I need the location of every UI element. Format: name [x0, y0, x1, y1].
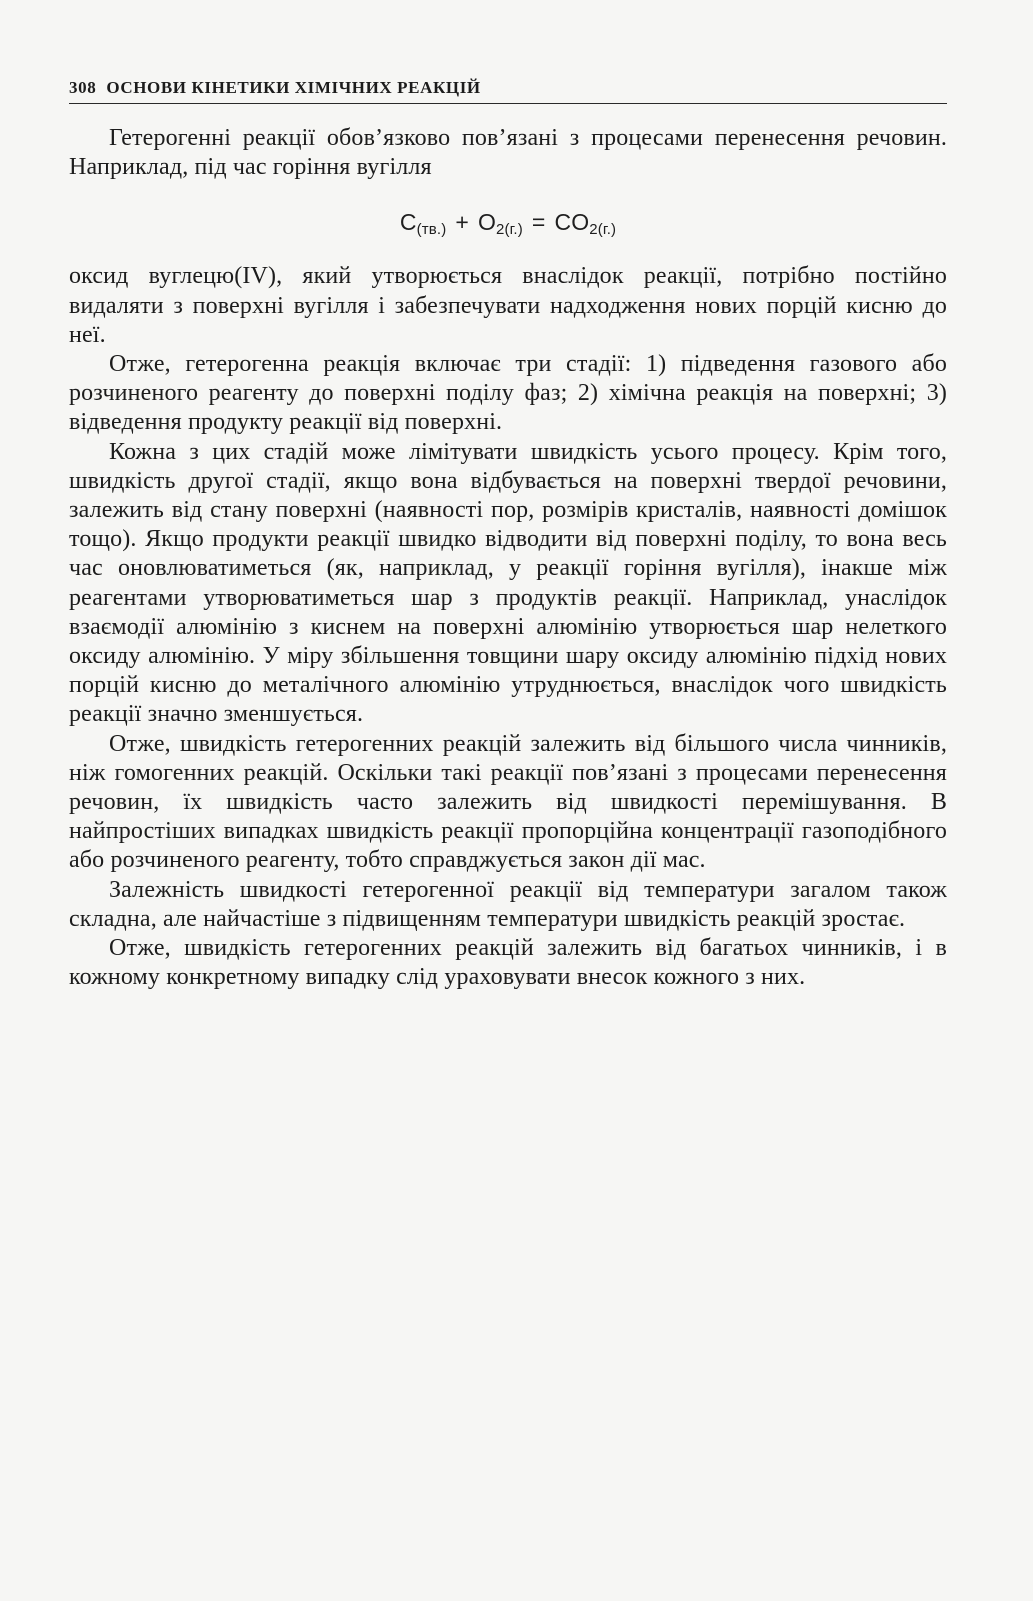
oxygen-term — [478, 204, 523, 240]
product-subscript: 2(г.) — [589, 221, 617, 239]
paragraph-4: Отже, швидкість гетерогенних реакцій залежить від більшого числа чинників, ніж гомогенних реакцій. Оскільки такі реакції пов’язані з процесами перенесення речовин, їх швидкість часто залежить від швидкості перемішування. В найпростіших випадках швидкість реакції пропорційна концентрації газоподібного або розчиненого реагенту, тобто справджується закон дії мас. — [69, 730, 947, 874]
paragraph-2: Отже, гетерогенна реакція включає три стадії: 1) підведення газового або розчиненого реагенту до поверхні поділу фаз; 2) хімічна реакція на поверхні; 3) відведення продукту реакції від поверхні. — [69, 351, 947, 436]
product-symbol: CO — [554, 209, 590, 236]
carbon-symbol: C — [399, 209, 417, 236]
product-term — [554, 204, 616, 240]
reaction-equation — [69, 204, 947, 240]
paragraph-1-continuation: оксид вуглецю(IV), який утворюється внаслідок реакції, потрібно постійно видаляти з поверхні вугілля і забезпечувати надходження нових порцій кисню до неї. — [69, 263, 947, 348]
plus-sign: + — [455, 209, 469, 236]
body-text — [69, 124, 947, 992]
carbon-state: (тв.) — [416, 221, 447, 239]
paragraph-6: Отже, швидкість гетерогенних реакцій залежить від багатьох чинників, і в кожному конкретному випадку слід ураховувати внесок кожного з них. — [69, 935, 947, 991]
equals-sign: = — [531, 209, 546, 236]
page-number: 308 — [69, 78, 97, 97]
book-page — [69, 78, 947, 992]
running-head — [69, 78, 947, 104]
chapter-title: ОСНОВИ КІНЕТИКИ ХІМІЧНИХ РЕАКЦІЙ — [106, 78, 481, 97]
oxygen-symbol: O — [477, 209, 496, 236]
paragraph-1: Гетерогенні реакції обов’язково пов’язані з процесами перенесення речовин. Наприклад, під час горіння вугілля — [69, 125, 947, 181]
paragraph-3: Кожна з цих стадій може лімітувати швидкість усього процесу. Крім того, швидкість другої стадії, якщо вона відбувається на поверхні твердої речовини, залежить від стану поверхні (наявності пор, розмірів кристалів, наявності домішок тощо). Якщо продукти реакції швидко відводити від поверхні поділу, то вона весь час оновлюватиметься (як, наприклад, у реакції горіння вугілля), інакше між реагентами утворюватиметься шар з продуктів реакції. Наприклад, унаслідок взаємодії алюмінію з киснем на поверхні алюмінію утворюється шар нелеткого оксиду алюмінію. У міру збільшення товщини шару оксиду алюмінію підхід нових порцій кисню до металічного алюмінію утруднюється, внаслідок чого швидкість реакції значно зменшується. — [69, 438, 947, 728]
oxygen-subscript: 2(г.) — [495, 221, 523, 239]
carbon-term — [400, 204, 447, 240]
paragraph-5: Залежність швидкості гетерогенної реакції від температури загалом також складна, але найчастіше з підвищенням температури швидкість реакцій зростає. — [69, 876, 947, 932]
